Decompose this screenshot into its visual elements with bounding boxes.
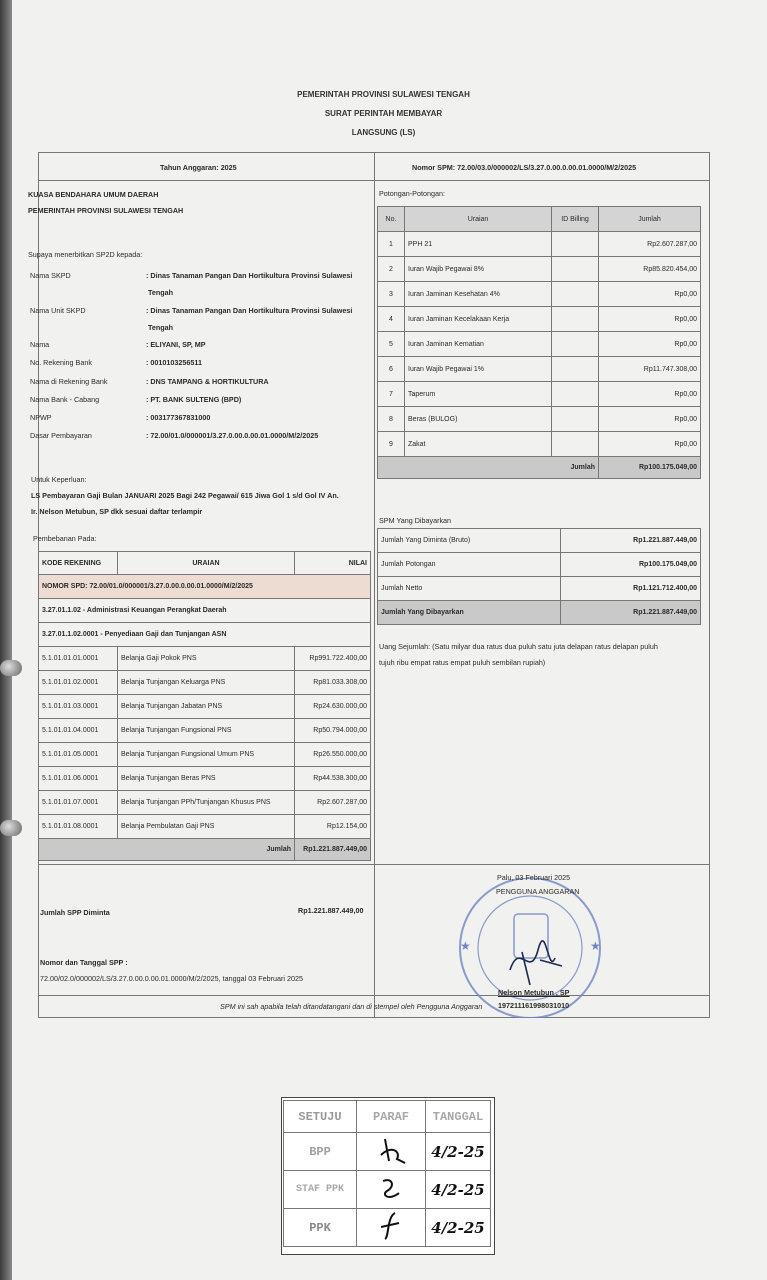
- spp-value: Rp1.221.887.449,00: [298, 906, 364, 915]
- col-jumlah-header: Jumlah: [599, 207, 701, 232]
- uraian-cell: Taperum: [405, 382, 552, 407]
- kuasa-label: KUASA BENDAHARA UMUM DAERAH: [28, 190, 159, 199]
- no-cell: 6: [378, 357, 405, 382]
- binder-ring: [0, 660, 22, 676]
- field-label: Nama Unit SKPD: [30, 306, 86, 315]
- pot-jumlah-label: Jumlah: [378, 457, 599, 479]
- keperluan-label: Untuk Keperluan:: [31, 475, 87, 484]
- role-cell: PPK: [284, 1209, 357, 1247]
- role-cell: STAF PPK: [284, 1171, 357, 1209]
- kode-cell: 5.1.01.01.08.0001: [39, 815, 118, 839]
- col-nilai-header: NILAI: [295, 552, 371, 575]
- uraian-cell: Belanja Tunjangan Jabatan PNS: [118, 695, 295, 719]
- uraian-cell: Zakat: [405, 432, 552, 457]
- uraian-cell: Belanja Tunjangan Keluarga PNS: [118, 671, 295, 695]
- potongan-table: [377, 206, 701, 479]
- keperluan-line1: LS Pembayaran Gaji Bulan JANUARI 2025 Bagi 242 Pegawai/ 615 Jiwa Gol 1 s/d Gol IV An.: [31, 491, 339, 500]
- spm-table: [377, 528, 701, 625]
- spm-row-label: Jumlah Yang Diminta (Bruto): [378, 529, 561, 553]
- spm-row-label: Jumlah Netto: [378, 577, 561, 601]
- uraian-cell: Beras (BULOG): [405, 407, 552, 432]
- kode-cell: 5.1.01.01.07.0001: [39, 791, 118, 815]
- terbilang-line1: Uang Sejumlah: (Satu milyar dua ratus dua puluh satu juta delapan ratus delapan puluh: [379, 642, 658, 651]
- jumlah-cell: Rp0,00: [599, 382, 701, 407]
- field-label: Nama di Rekening Bank: [30, 377, 108, 386]
- nomor-spm: Nomor SPM: 72.00/03.0/000002/LS/3.27.0.00.0.00.01.0000/M/2/2025: [412, 163, 637, 172]
- field-value: : DNS TAMPANG & HORTIKULTURA: [146, 377, 269, 386]
- nilai-cell: Rp2.607.287,00: [295, 791, 371, 815]
- setuju-header: SETUJU: [284, 1101, 357, 1133]
- no-cell: 9: [378, 432, 405, 457]
- field-value: : Dinas Tanaman Pangan Dan Hortikultura Provinsi Sulawesi: [146, 306, 353, 315]
- pemprov-label: PEMERINTAH PROVINSI SULAWESI TENGAH: [28, 206, 184, 215]
- date-cell: 4/2-25: [426, 1171, 491, 1209]
- field-value: : 72.00/01.0/000001/3.27.0.00.0.00.01.0000/M/2/2025: [146, 431, 319, 440]
- paraf-signature: [371, 1135, 411, 1165]
- nomor-spp-value: 72.00/02.0/000002/LS/3.27.0.00.0.00.01.0000/M/2/2025, tanggal 03 Februari 2025: [40, 974, 303, 983]
- col-kode-header: KODE REKENING: [39, 552, 118, 575]
- divider: [374, 152, 375, 864]
- approval-table: [283, 1100, 491, 1247]
- signature-scribble: [500, 930, 570, 990]
- keperluan-line2: Ir. Nelson Metubun, SP dkk sesuai daftar terlampir: [31, 507, 203, 516]
- uraian-cell: PPH 21: [405, 232, 552, 257]
- jumlah-cell: Rp0,00: [599, 282, 701, 307]
- paraf-cell: [357, 1209, 426, 1247]
- spm-label: SPM Yang Dibayarkan: [379, 516, 452, 525]
- no-cell: 5: [378, 332, 405, 357]
- binder-edge: [0, 0, 12, 1280]
- field-label: Dasar Pembayaran: [30, 431, 92, 440]
- field-value: Tengah: [148, 323, 174, 332]
- paraf-cell: [357, 1171, 426, 1209]
- nomor-spp-label: Nomor dan Tanggal SPP :: [40, 958, 128, 967]
- subkegiatan-row: 3.27.01.1.02 - Administrasi Keuangan Perangkat Daerah: [39, 599, 371, 623]
- nilai-cell: Rp12.154,00: [295, 815, 371, 839]
- spp-label: Jumlah SPP Diminta: [40, 908, 110, 917]
- no-cell: 8: [378, 407, 405, 432]
- uraian-cell: Belanja Pembulatan Gaji PNS: [118, 815, 295, 839]
- kode-cell: 5.1.01.01.02.0001: [39, 671, 118, 695]
- spm-row-value: Rp1.121.712.400,00: [561, 577, 701, 601]
- col-uraian-header: URAIAN: [118, 552, 295, 575]
- tanggal-header: TANGGAL: [426, 1101, 491, 1133]
- jumlah-cell: Rp2.607.287,00: [599, 232, 701, 257]
- field-label: Nama SKPD: [30, 271, 71, 280]
- nilai-cell: Rp24.630.000,00: [295, 695, 371, 719]
- pembebanan-table: [38, 551, 371, 861]
- header-line1: PEMERINTAH PROVINSI SULAWESI TENGAH: [297, 90, 470, 99]
- field-label: Nama Bank - Cabang: [30, 395, 100, 404]
- col-billing-header: ID Billing: [552, 207, 599, 232]
- pengguna-anggaran: PENGGUNA ANGGARAN: [496, 887, 580, 896]
- pembebanan-label: Pembebanan Pada:: [33, 534, 97, 543]
- field-label: No. Rekening Bank: [30, 358, 92, 367]
- nilai-cell: Rp26.550.000,00: [295, 743, 371, 767]
- signer-nip: 197211161998031010: [498, 1001, 570, 1010]
- svg-text:★: ★: [460, 939, 471, 953]
- uraian-cell: Belanja Tunjangan Beras PNS: [118, 767, 295, 791]
- no-cell: 2: [378, 257, 405, 282]
- col-no-header: No.: [378, 207, 405, 232]
- terbilang-line2: tujuh ribu empat ratus empat puluh sembilan rupiah): [379, 658, 546, 667]
- no-cell: 4: [378, 307, 405, 332]
- footer-note: SPM ini sah apabila telah ditandatangani dan di stempel oleh Pengguna Anggaran: [220, 1002, 483, 1011]
- nomor-spd-row: NOMOR SPD: 72.00/01.0/000001/3.27.0.00.0.00.01.0000/M/2/2025: [39, 575, 371, 599]
- uraian-cell: Iuran Jaminan Kematian: [405, 332, 552, 357]
- kode-cell: 5.1.01.01.01.0001: [39, 647, 118, 671]
- potongan-label: Potongan-Potongan:: [379, 189, 445, 198]
- spm-row-label: Jumlah Yang Dibayarkan: [378, 601, 561, 625]
- jumlah-label: Jumlah: [39, 839, 295, 861]
- header-line3: LANGSUNG (LS): [351, 128, 416, 137]
- kode-cell: 5.1.01.01.05.0001: [39, 743, 118, 767]
- nilai-cell: Rp44.538.300,00: [295, 767, 371, 791]
- spm-row-value: Rp1.221.887.449,00: [561, 601, 701, 625]
- uraian-cell: Iuran Wajib Pegawai 1%: [405, 357, 552, 382]
- supaya-label: Supaya menerbitkan SP2D kepada:: [28, 250, 143, 259]
- paraf-cell: [357, 1133, 426, 1171]
- jumlah-cell: Rp85.820.454,00: [599, 257, 701, 282]
- spm-row-value: Rp100.175.049,00: [561, 553, 701, 577]
- spm-row-label: Jumlah Potongan: [378, 553, 561, 577]
- jumlah-cell: Rp11.747.308,00: [599, 357, 701, 382]
- uraian-cell: Belanja Tunjangan PPh/Tunjangan Khusus PNS: [118, 791, 295, 815]
- no-cell: 1: [378, 232, 405, 257]
- field-value: : Dinas Tanaman Pangan Dan Hortikultura Provinsi Sulawesi: [146, 271, 353, 280]
- role-cell: BPP: [284, 1133, 357, 1171]
- date-cell: 4/2-25: [426, 1133, 491, 1171]
- nilai-cell: Rp81.033.308,00: [295, 671, 371, 695]
- no-cell: 7: [378, 382, 405, 407]
- field-value: : ELIYANI, SP, MP: [146, 340, 206, 349]
- field-label: Nama: [30, 340, 50, 349]
- nilai-cell: Rp50.794.000,00: [295, 719, 371, 743]
- field-value: : 003177367831000: [146, 413, 211, 422]
- jumlah-cell: Rp0,00: [599, 407, 701, 432]
- uraian-cell: Iuran Wajib Pegawai 8%: [405, 257, 552, 282]
- place-date: Palu, 03 Februari 2025: [497, 873, 571, 882]
- jumlah-cell: Rp0,00: [599, 332, 701, 357]
- field-value: : PT. BANK SULTENG (BPD): [146, 395, 242, 404]
- col-uraian-header: Uraian: [405, 207, 552, 232]
- kode-cell: 5.1.01.01.03.0001: [39, 695, 118, 719]
- no-cell: 3: [378, 282, 405, 307]
- date-cell: 4/2-25: [426, 1209, 491, 1247]
- field-value: : 0010103256511: [146, 358, 202, 367]
- subkegiatan-row: 3.27.01.1.02.0001 - Penyediaan Gaji dan Tunjangan ASN: [39, 623, 371, 647]
- paraf-signature: [371, 1211, 411, 1241]
- field-label: NPWP: [30, 413, 52, 422]
- paraf-header: PARAF: [357, 1101, 426, 1133]
- field-value: Tengah: [148, 288, 174, 297]
- svg-text:★: ★: [590, 939, 601, 953]
- signer-name: Nelson Metubun , SP: [498, 988, 570, 997]
- uraian-cell: Belanja Gaji Pokok PNS: [118, 647, 295, 671]
- paraf-signature: [371, 1173, 411, 1203]
- kode-cell: 5.1.01.01.04.0001: [39, 719, 118, 743]
- spm-row-value: Rp1.221.887.449,00: [561, 529, 701, 553]
- uraian-cell: Belanja Tunjangan Fungsional Umum PNS: [118, 743, 295, 767]
- uraian-cell: Iuran Jaminan Kecelakaan Kerja: [405, 307, 552, 332]
- nilai-cell: Rp991.722.400,00: [295, 647, 371, 671]
- jumlah-cell: Rp0,00: [599, 307, 701, 332]
- jumlah-value: Rp1.221.887.449,00: [295, 839, 371, 861]
- tahun-anggaran: Tahun Anggaran: 2025: [160, 163, 237, 172]
- binder-ring: [0, 820, 22, 836]
- kode-cell: 5.1.01.01.06.0001: [39, 767, 118, 791]
- jumlah-cell: Rp0,00: [599, 432, 701, 457]
- uraian-cell: Belanja Tunjangan Fungsional PNS: [118, 719, 295, 743]
- uraian-cell: Iuran Jaminan Kesehatan 4%: [405, 282, 552, 307]
- pot-jumlah-value: Rp100.175.049,00: [599, 457, 701, 479]
- header-line2: SURAT PERINTAH MEMBAYAR: [324, 109, 443, 118]
